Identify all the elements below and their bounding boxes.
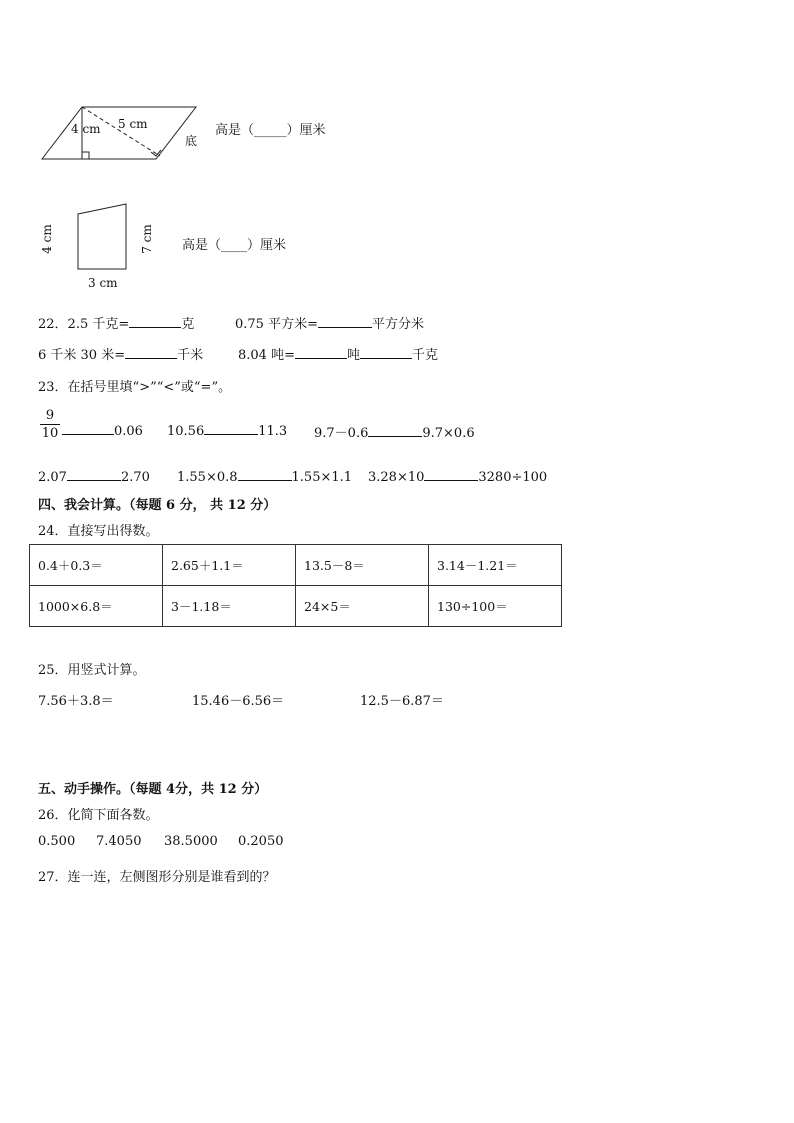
table-cell: 130÷100＝: [429, 586, 562, 627]
table-cell: 13.5－8＝: [296, 545, 429, 586]
fig2-left-label: 4 cm: [39, 224, 54, 254]
fig2-question: 高是（____）厘米: [182, 238, 287, 253]
table-cell: 24×5＝: [296, 586, 429, 627]
q26-item-3: 38.5000: [164, 834, 218, 849]
fig1-question: 高是（_____）厘米: [215, 123, 326, 138]
q25-item-2: 15.46－6.56＝: [192, 694, 285, 709]
table-cell: 1000×6.8＝: [30, 586, 163, 627]
q23-r2-c: 3.28×10 3280÷100: [368, 470, 548, 485]
section5-title: 五、动手操作。（每题 4分，共 12 分）: [38, 782, 268, 797]
q26-title: 26．化简下面各数。: [38, 808, 159, 823]
answer-blank[interactable]: [318, 315, 372, 328]
table-row: [30, 545, 562, 586]
answer-blank[interactable]: [368, 424, 422, 437]
q27-title: 27．连一连，左侧图形分别是谁看到的？: [38, 870, 276, 885]
table-row: [30, 586, 562, 627]
q23-r2-a: 2.07 2.70: [38, 470, 150, 485]
fig1-diagonal-label: 5 cm: [118, 117, 148, 131]
q23-r2-b: 1.55×0.8 1.55×1.1: [177, 470, 353, 485]
q25-title: 25．用竖式计算。: [38, 663, 146, 678]
q23-r1-b: 10.56 11.3: [167, 424, 288, 439]
table-cell: 2.65＋1.1＝: [163, 545, 296, 586]
fig2-bottom-label: 3 cm: [88, 276, 118, 290]
q25-item-1: 7.56＋3.8＝: [38, 694, 114, 709]
answer-blank[interactable]: [129, 315, 181, 328]
table-cell: 3－1.18＝: [163, 586, 296, 627]
answer-blank[interactable]: [238, 468, 292, 481]
q22-line1b: 0.75 平方米= 平方分米: [235, 317, 424, 332]
q22-line2b: 8.04 吨= 吨 千克: [238, 348, 439, 363]
fig1-base-label: 底: [185, 134, 198, 148]
section4-title: 四、我会计算。（每题 6 分， 共 12 分）: [38, 498, 277, 513]
q24-table: [29, 544, 562, 627]
answer-blank[interactable]: [204, 422, 258, 435]
answer-blank[interactable]: [125, 346, 177, 359]
answer-blank[interactable]: [360, 346, 412, 359]
q22-line2: 6 千米 30 米= 千米: [38, 348, 204, 363]
fig2-right-label: 7 cm: [139, 224, 154, 254]
trapezoid-figure: [76, 202, 130, 272]
answer-blank[interactable]: [67, 468, 121, 481]
fraction-nine-tenths: $\frac{9}{10}$: [41, 408, 59, 441]
answer-blank[interactable]: [295, 346, 347, 359]
answer-blank[interactable]: [62, 422, 114, 435]
q23-r1-a: 0.06: [62, 422, 143, 439]
q25-item-3: 12.5－6.87＝: [360, 694, 444, 709]
answer-blank[interactable]: [424, 468, 478, 481]
q26-item-2: 7.4050: [96, 834, 142, 849]
q24-title: 24．直接写出得数。: [38, 524, 159, 539]
q23-r1-c: 9.7－0.6 9.7×0.6: [314, 426, 475, 441]
q23-title: 23．在括号里填“>”“<”或“=”。: [38, 380, 232, 395]
table-cell: 3.14－1.21＝: [429, 545, 562, 586]
q26-item-4: 0.2050: [238, 834, 284, 849]
parallelogram-figure: [38, 100, 208, 166]
fig1-height-label: 4 cm: [71, 122, 101, 136]
q26-item-1: 0.500: [38, 834, 76, 849]
table-cell: 0.4＋0.3＝: [30, 545, 163, 586]
q22-line1: 22．2.5 千克= 克: [38, 317, 195, 332]
